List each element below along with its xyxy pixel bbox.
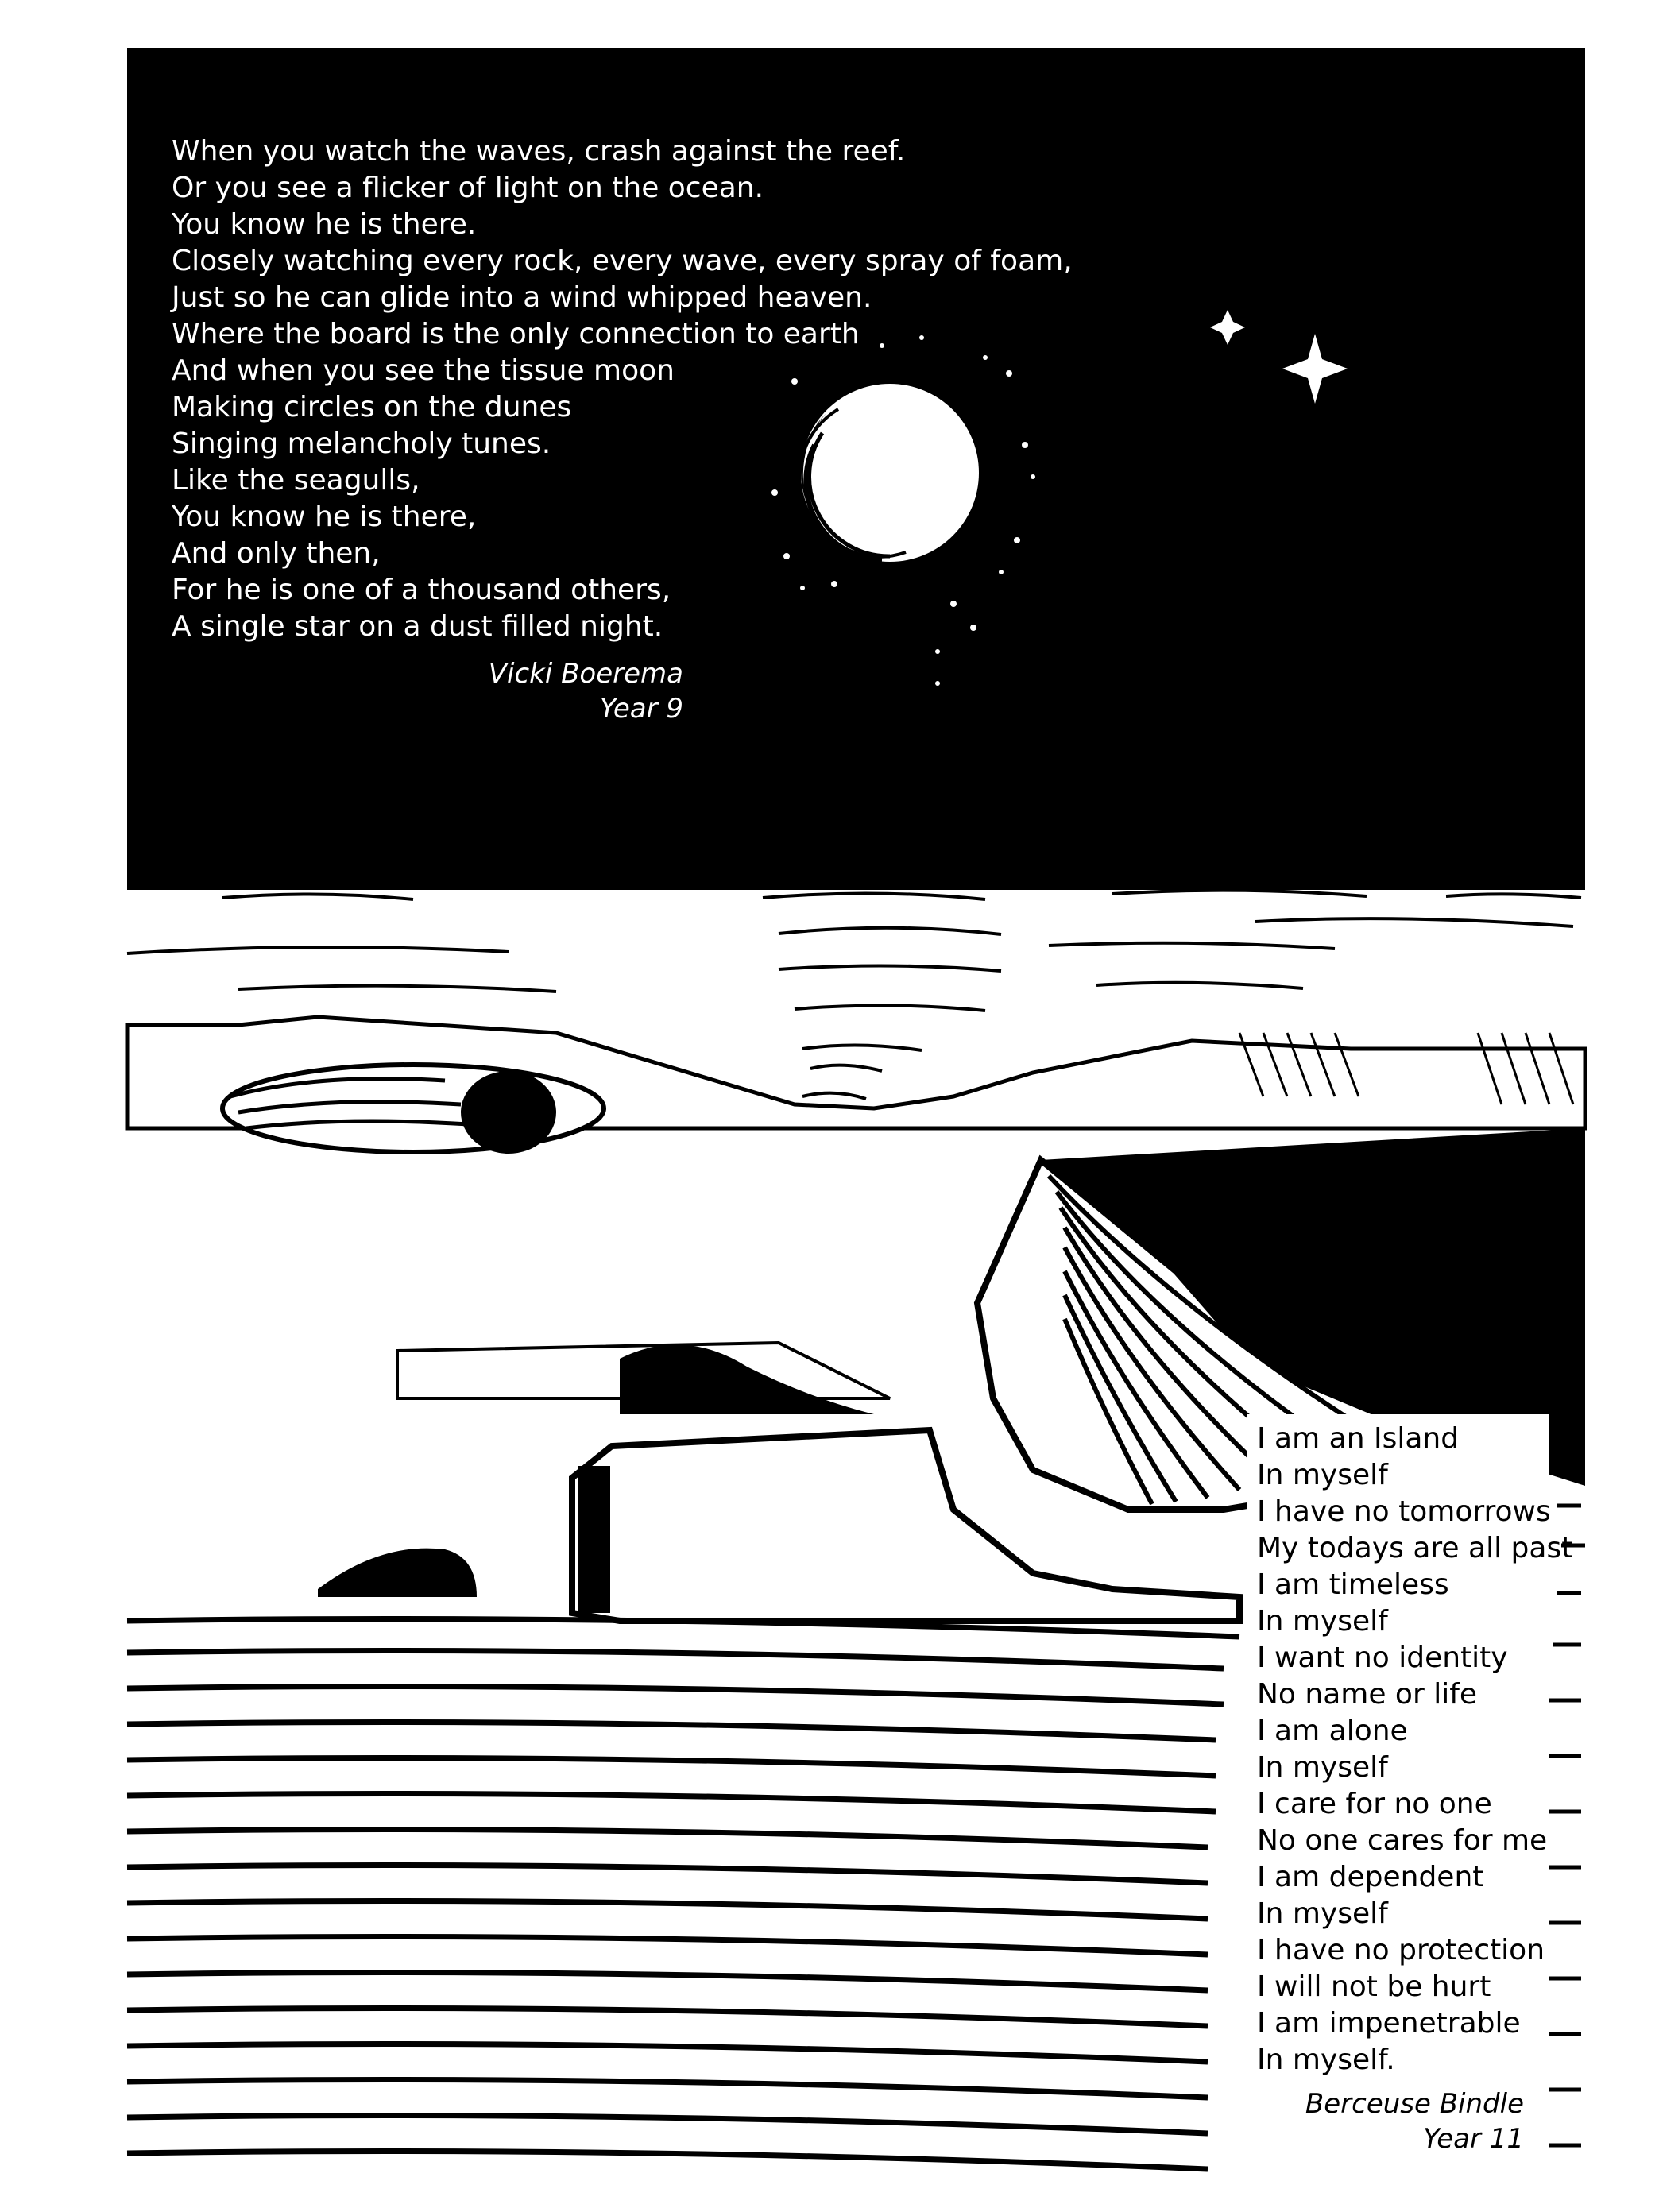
poem-line: In myself	[1257, 1459, 1388, 1491]
poem-line: In myself	[1257, 1605, 1388, 1638]
poem-line: No name or life	[1257, 1678, 1478, 1711]
poem-two-year: Year 11	[1423, 2123, 1524, 2155]
poem-line: Closely watching every rock, every wave, every spray of foam,	[172, 245, 1073, 277]
poem-line: I am an Island	[1257, 1422, 1460, 1455]
poem-line: A single star on a dust filled night.	[172, 610, 663, 643]
poem-line: I am alone	[1257, 1715, 1408, 1747]
poem-two-author: Berceuse Bindle	[1305, 2088, 1524, 2120]
poem-line: I have no protection	[1257, 1934, 1545, 1966]
poem-line: You know he is there.	[172, 208, 477, 241]
poem-line: I am impenetrable	[1257, 2007, 1521, 2040]
poem-line: In myself.	[1257, 2044, 1395, 2076]
poem-line: In myself	[1257, 1751, 1388, 1784]
poem-line: I care for no one	[1257, 1788, 1492, 1820]
poem-line: I have no tomorrows	[1257, 1495, 1551, 1528]
poem-one-author: Vicki Boerema	[488, 658, 683, 690]
poem-line: I am dependent	[1257, 1861, 1484, 1893]
poem-one-byline	[429, 656, 683, 726]
beach-lines	[127, 1619, 1239, 2170]
poem-line: I will not be hurt	[1257, 1970, 1491, 2003]
poem-line: I am timeless	[1257, 1568, 1449, 1601]
poem-line: Or you see a flicker of light on the ocean.	[172, 172, 764, 204]
small-wave	[318, 1549, 477, 1597]
poem-line: My todays are all past	[1257, 1532, 1573, 1564]
poem-line: And only then,	[172, 537, 381, 570]
poem-line: No one cares for me	[1257, 1824, 1548, 1857]
poem-line: For he is one of a thousand others,	[172, 574, 671, 606]
poem-line: You know he is there,	[172, 501, 477, 533]
poem-line: Making circles on the dunes	[172, 391, 572, 423]
poem-line: I want no identity	[1257, 1642, 1508, 1674]
poem-two-byline	[1239, 2086, 1524, 2156]
poem-two-text	[1257, 1421, 1591, 2079]
poem-line: Where the board is the only connection to earth	[172, 318, 860, 350]
poem-line: Singing melancholy tunes.	[172, 427, 551, 460]
curling-wave	[222, 1065, 604, 1154]
poem-one-text	[172, 133, 1109, 645]
poem-line: In myself	[1257, 1897, 1388, 1930]
middle-wave	[397, 1343, 890, 1414]
poem-one-year: Year 9	[599, 693, 683, 725]
poem-line: Just so he can glide into a wind whipped heaven.	[172, 281, 872, 314]
poem-line: Like the seagulls,	[172, 464, 420, 497]
poem-line: When you watch the waves, crash against the reef.	[172, 135, 906, 168]
poem-line: And when you see the tissue moon	[172, 354, 675, 387]
